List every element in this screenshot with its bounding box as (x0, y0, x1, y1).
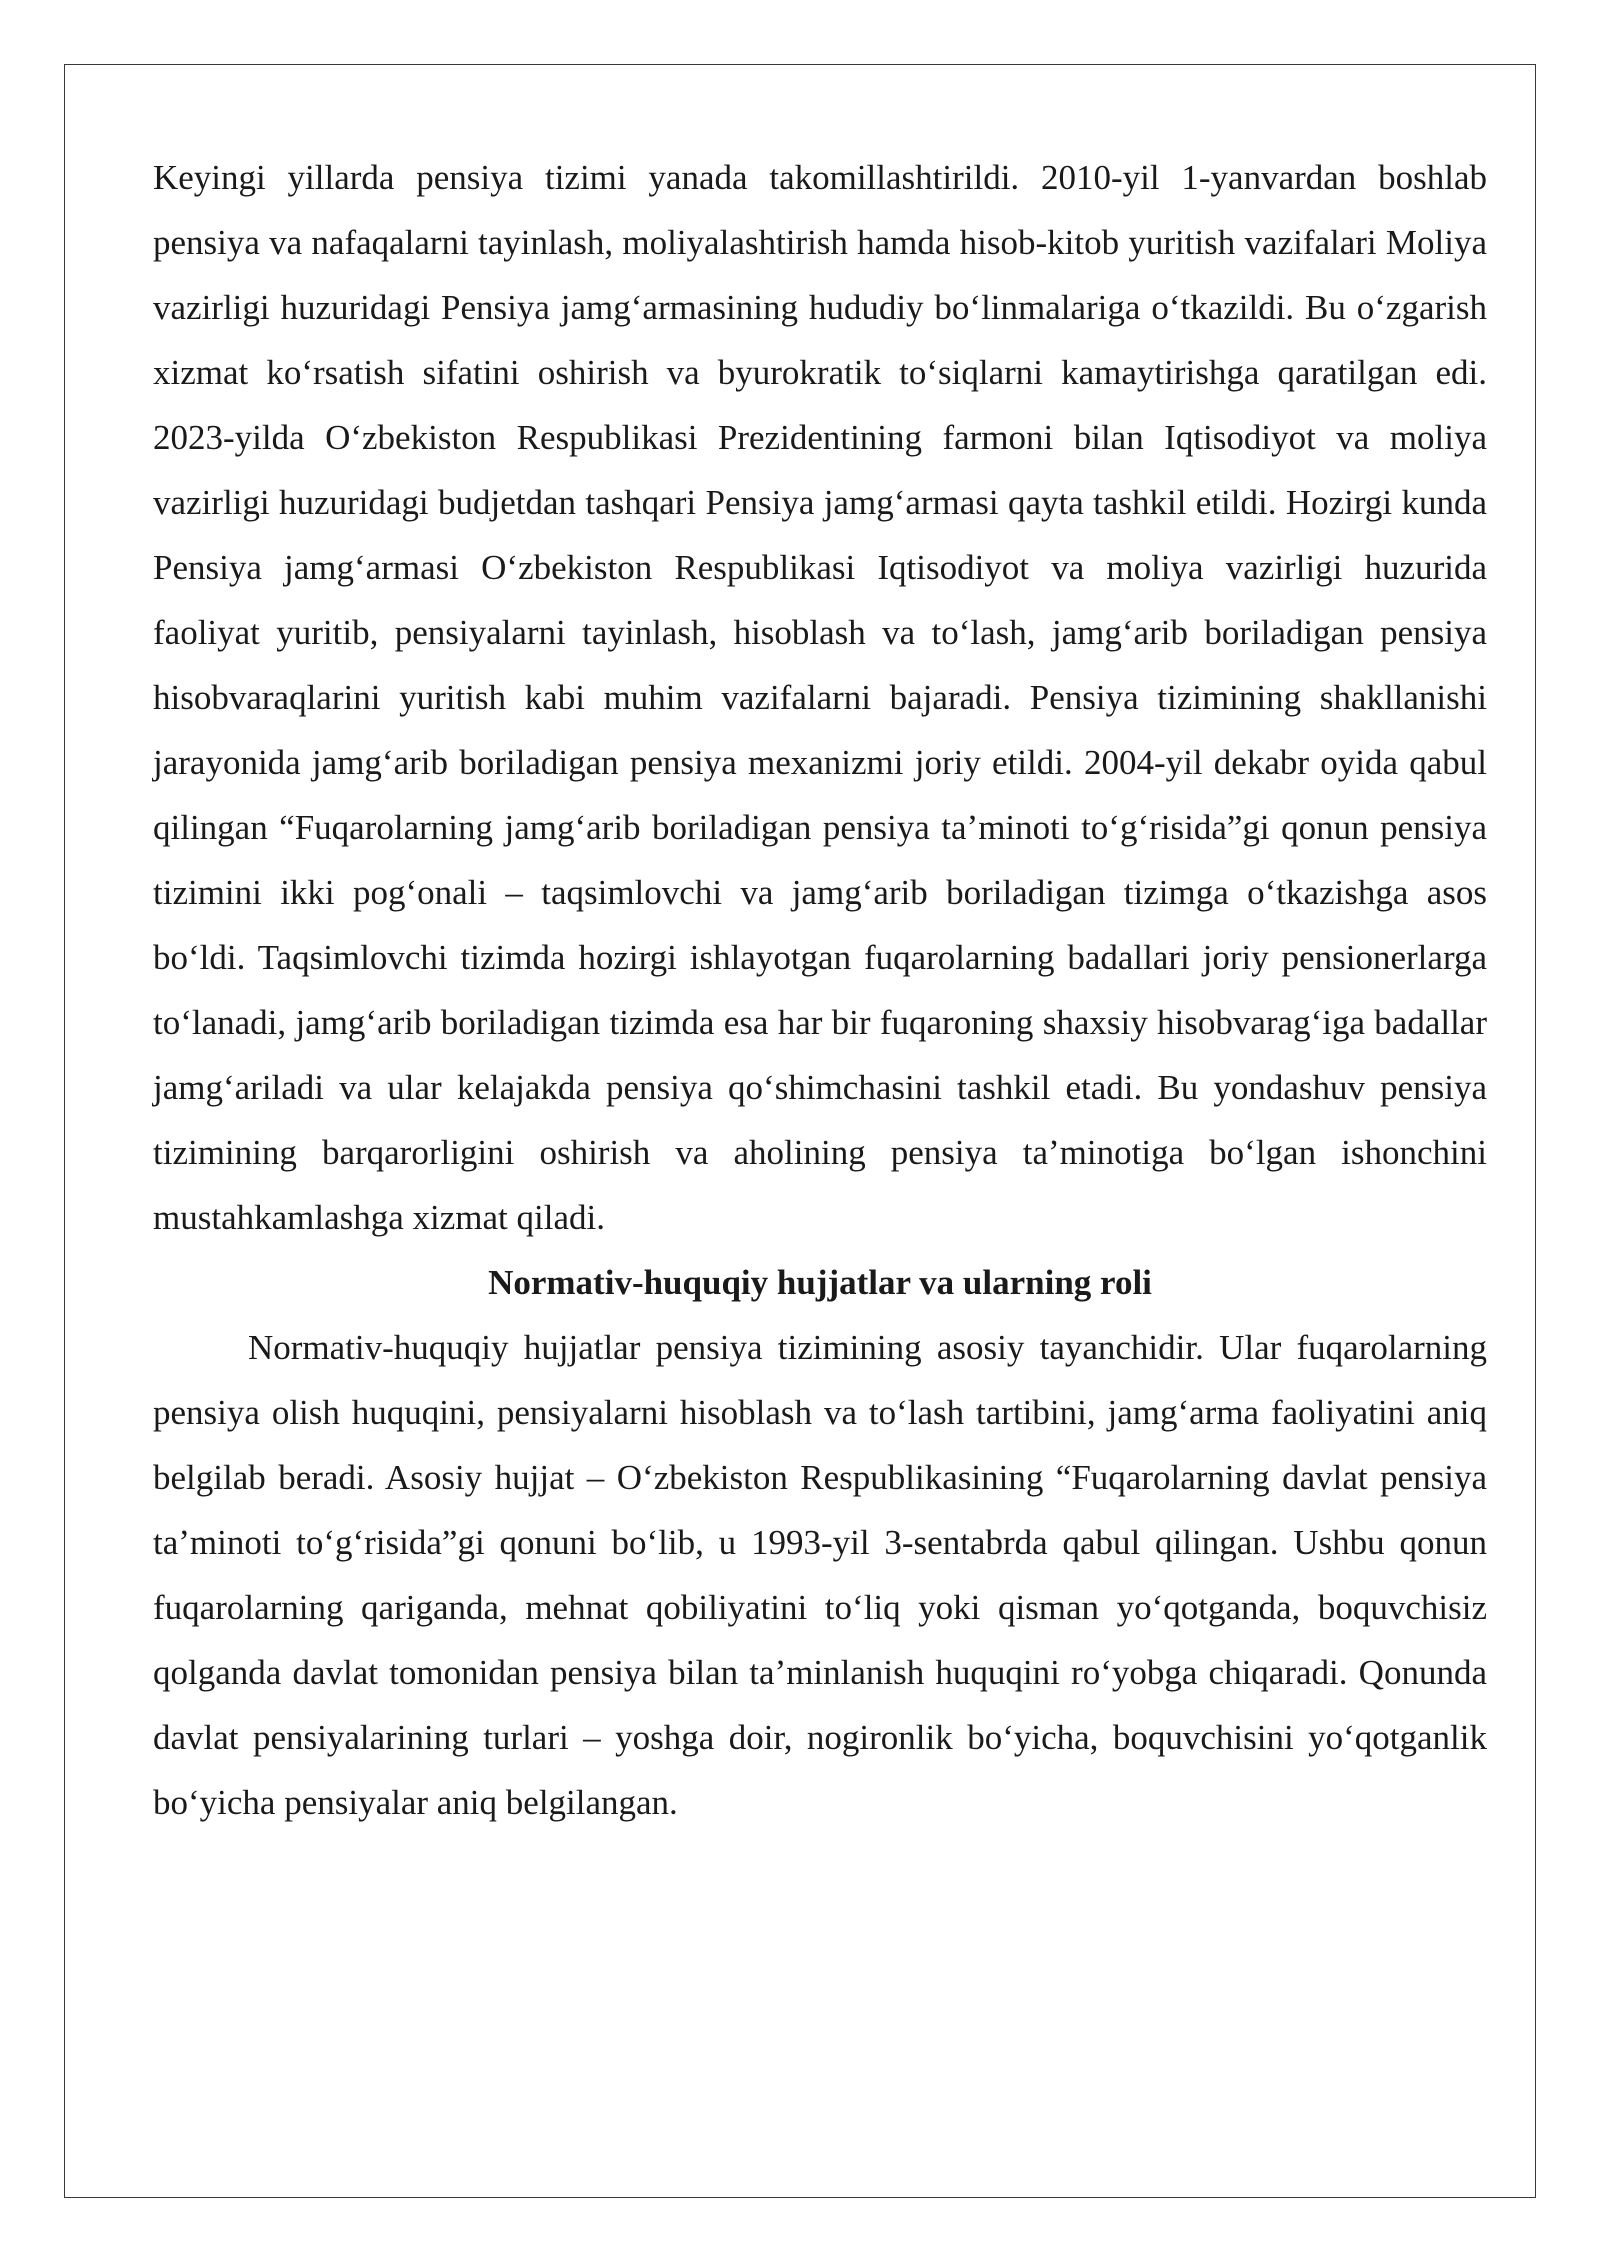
paragraph-normative-documents: Normativ-huquqiy hujjatlar pensiya tizimining asosiy tayanchidir. Ular fuqarolarning pensiya olish huquqini, pensiyalarni hisoblash va toʻlash tartibini, jamgʻarma faoliyatini aniq belgilab beradi. Asosiy hujjat – Oʻzbekiston Respublikasining “Fuqarolarning davlat pensiya taʼminoti toʻgʻrisida”gi qonuni boʻlib, u 1993-yil 3-sentabrda qabul qilingan. Ushbu qonun fuqarolarning qariganda, mehnat qobiliyatini toʻliq yoki qisman yoʻqotganda, boquvchisiz qolganda davlat tomonidan pensiya bilan taʼminlanish huquqini roʻyobga chiqaradi. Qonunda davlat pensiyalarining turlari – yoshga doir, nogironlik boʻyicha, boquvchisini yoʻqotganlik boʻyicha pensiyalar aniq belgilangan. (153, 1328, 1487, 1822)
paragraph-pension-history: Keyingi yillarda pensiya tizimi yanada takomillashtirildi. 2010-yil 1-yanvardan boshlab pensiya va nafaqalarni tayinlash, moliyalashtirish hamda hisob-kitob yuritish vazifalari Moliya vazirligi huzuridagi Pensiya jamgʻarmasining hududiy boʻlinmalariga oʻtkazildi. Bu oʻzgarish xizmat koʻrsatish sifatini oshirish va byurokratik toʻsiqlarni kamaytirishga qaratilgan edi. 2023-yilda Oʻzbekiston Respublikasi Prezidentining farmoni bilan Iqtisodiyot va moliya vazirligi huzuridagi budjetdan tashqari Pensiya jamgʻarmasi qayta tashkil etildi. Hozirgi kunda Pensiya jamgʻarmasi Oʻzbekiston Respublikasi Iqtisodiyot va moliya vazirligi huzurida faoliyat yuritib, pensiyalarni tayinlash, hisoblash va toʻlash, jamgʻarib boriladigan pensiya hisobvaraqlarini yuritish kabi muhim vazifalarni bajaradi. Pensiya tizimining shakllanishi jarayonida jamgʻarib boriladigan pensiya mexanizmi joriy etildi. 2004-yil dekabr oyida qabul qilingan “Fuqarolarning jamgʻarib boriladigan pensiya taʼminoti toʻgʻrisida”gi qonun pensiya tizimini ikki pogʻonali – taqsimlovchi va jamgʻarib boriladigan tizimga oʻtkazishga asos boʻldi. Taqsimlovchi tizimda hozirgi ishlayotgan fuqarolarning badallari joriy pensionerlarga toʻlanadi, jamgʻarib boriladigan tizimda esa har bir fuqaroning shaxsiy hisobvaragʻiga badallar jamgʻariladi va ular kelajakda pensiya qoʻshimchasini tashkil etadi. Bu yondashuv pensiya tizimining barqarorligini oshirish va aholining pensiya taʼminotiga boʻlgan ishonchini mustahkamlashga xizmat qiladi. (153, 158, 1487, 1237)
document-body (153, 145, 1487, 1835)
section-heading: Normativ-huquqiy hujjatlar va ularning roli (488, 1263, 1152, 1302)
